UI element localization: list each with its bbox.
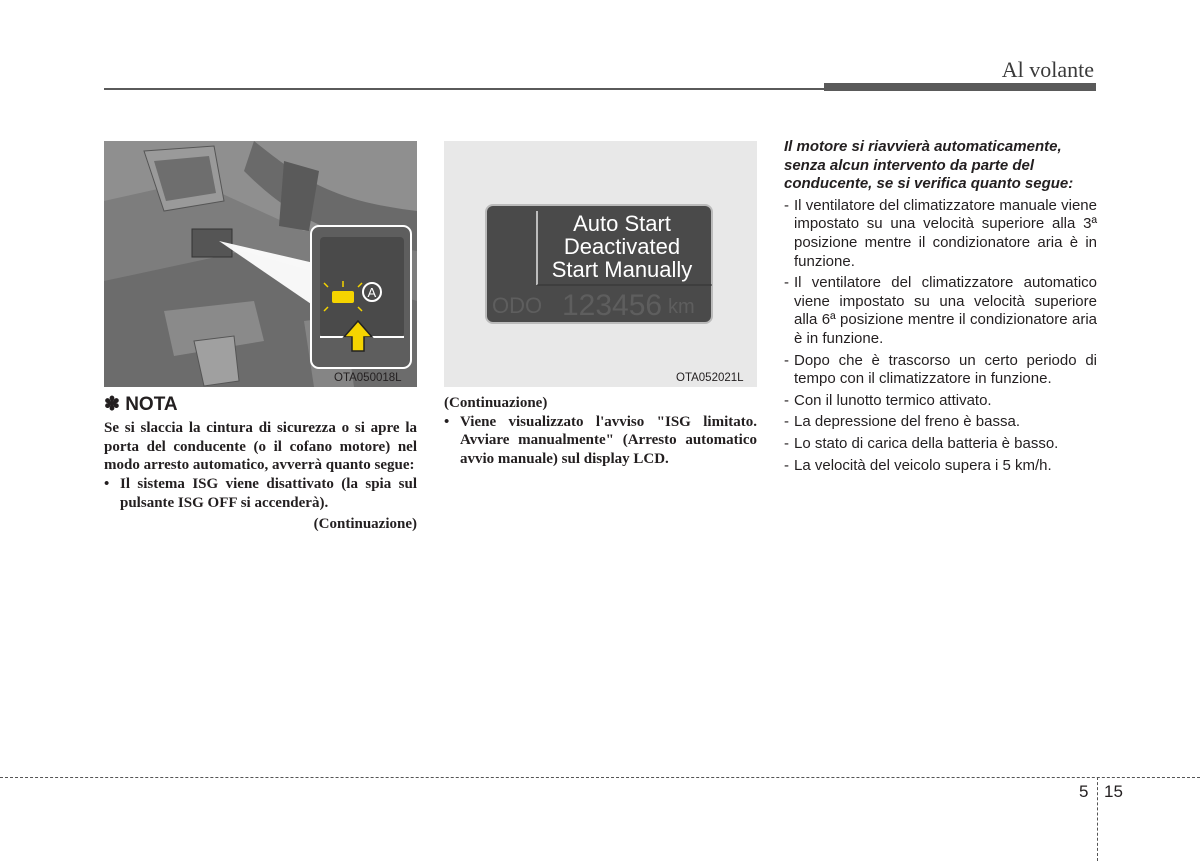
continued-label: (Continuazione): [444, 395, 548, 411]
odo-label: ODO: [492, 293, 543, 318]
dash-mark: -: [784, 274, 789, 292]
list-item-text: Il ventilatore del climatizzatore manuale viene impostato su una velocità superiore alla 3ª posizione mentre il condizionatore aria è in funzione.: [794, 196, 1097, 270]
figure-caption: OTA050018L: [334, 372, 402, 384]
dash-mark: -: [784, 351, 789, 369]
column-2: [444, 394, 757, 469]
column-3: [784, 138, 1097, 475]
list-item-text: Dopo che è trascorso un certo periodo di tempo con il climatizzatore in funzione.: [794, 351, 1097, 388]
dash-mark: -: [784, 456, 789, 474]
list-item: [784, 274, 1097, 348]
bullet-mark: •: [444, 413, 450, 430]
list-item-text: La depressione del freno è bassa.: [794, 413, 1020, 431]
restart-intro: Il motore si riavvierà automaticamente, senza alcun intervento da parte del conducente, se si verifica quanto segue:: [784, 138, 1074, 193]
nota-title: ✽ NOTA: [104, 394, 178, 415]
figure-lcd-display: [444, 141, 757, 387]
bullet-text: Il sistema ISG viene disattivato (la spia sul pulsante ISG OFF si accenderà).: [120, 476, 417, 511]
bullet-mark: •: [104, 476, 110, 493]
section-number: 5: [1079, 782, 1089, 801]
lcd-illustration: [444, 141, 757, 387]
continued-label: (Continuazione): [313, 515, 417, 532]
list-item-text: Il ventilatore del climatizzatore automatico viene impostato su una velocità superiore alla 6ª posizione mentre il condizionatore aria è in funzione.: [794, 274, 1097, 347]
isg-switch-illustration: [104, 141, 417, 387]
page-number: 15: [1104, 782, 1123, 801]
header-rule-accent: [824, 83, 1096, 91]
bullet-item: [104, 475, 417, 512]
list-item: [784, 435, 1097, 454]
figure-caption: OTA052021L: [676, 372, 744, 384]
svg-text:A: A: [367, 285, 377, 300]
dash-mark: -: [784, 391, 789, 409]
list-item: [784, 392, 1097, 411]
list-item-text: Lo stato di carica della batteria è basso.: [794, 434, 1059, 452]
dash-mark: -: [784, 196, 789, 214]
dash-mark: -: [784, 413, 789, 431]
list-item: [784, 197, 1097, 271]
odo-value: 123456: [562, 289, 663, 322]
footer-divider: [0, 777, 1200, 778]
bullet-text: Viene visualizzato l'avviso "ISG limitato. Avviare manualmente" (Arresto automatico avvio manuale) sul display LCD.: [460, 413, 757, 468]
lcd-line-2: Deactivated: [563, 234, 681, 259]
list-item: [784, 413, 1097, 432]
list-item: [784, 457, 1097, 476]
header-rule: [104, 88, 824, 90]
bullet-item: [444, 413, 757, 469]
column-1: [104, 393, 417, 533]
header-title: Al volante: [1001, 57, 1094, 82]
lcd-line-3: Start Manually: [551, 257, 693, 282]
footer-vertical-divider: [1097, 777, 1098, 861]
list-item: [784, 352, 1097, 389]
lcd-line-1: Auto Start: [573, 211, 671, 236]
figure-isg-switch: [104, 141, 417, 387]
nota-intro: Se si slaccia la cintura di sicurezza o si apre la porta del conducente (o il cofano motore) nel modo arresto automatico, avverrà quanto segue:: [104, 420, 417, 474]
odo-unit: km: [668, 296, 695, 318]
list-item-text: Con il lunotto termico attivato.: [794, 391, 992, 409]
list-item-text: La velocità del veicolo supera i 5 km/h.: [794, 456, 1052, 474]
dash-mark: -: [784, 434, 789, 452]
